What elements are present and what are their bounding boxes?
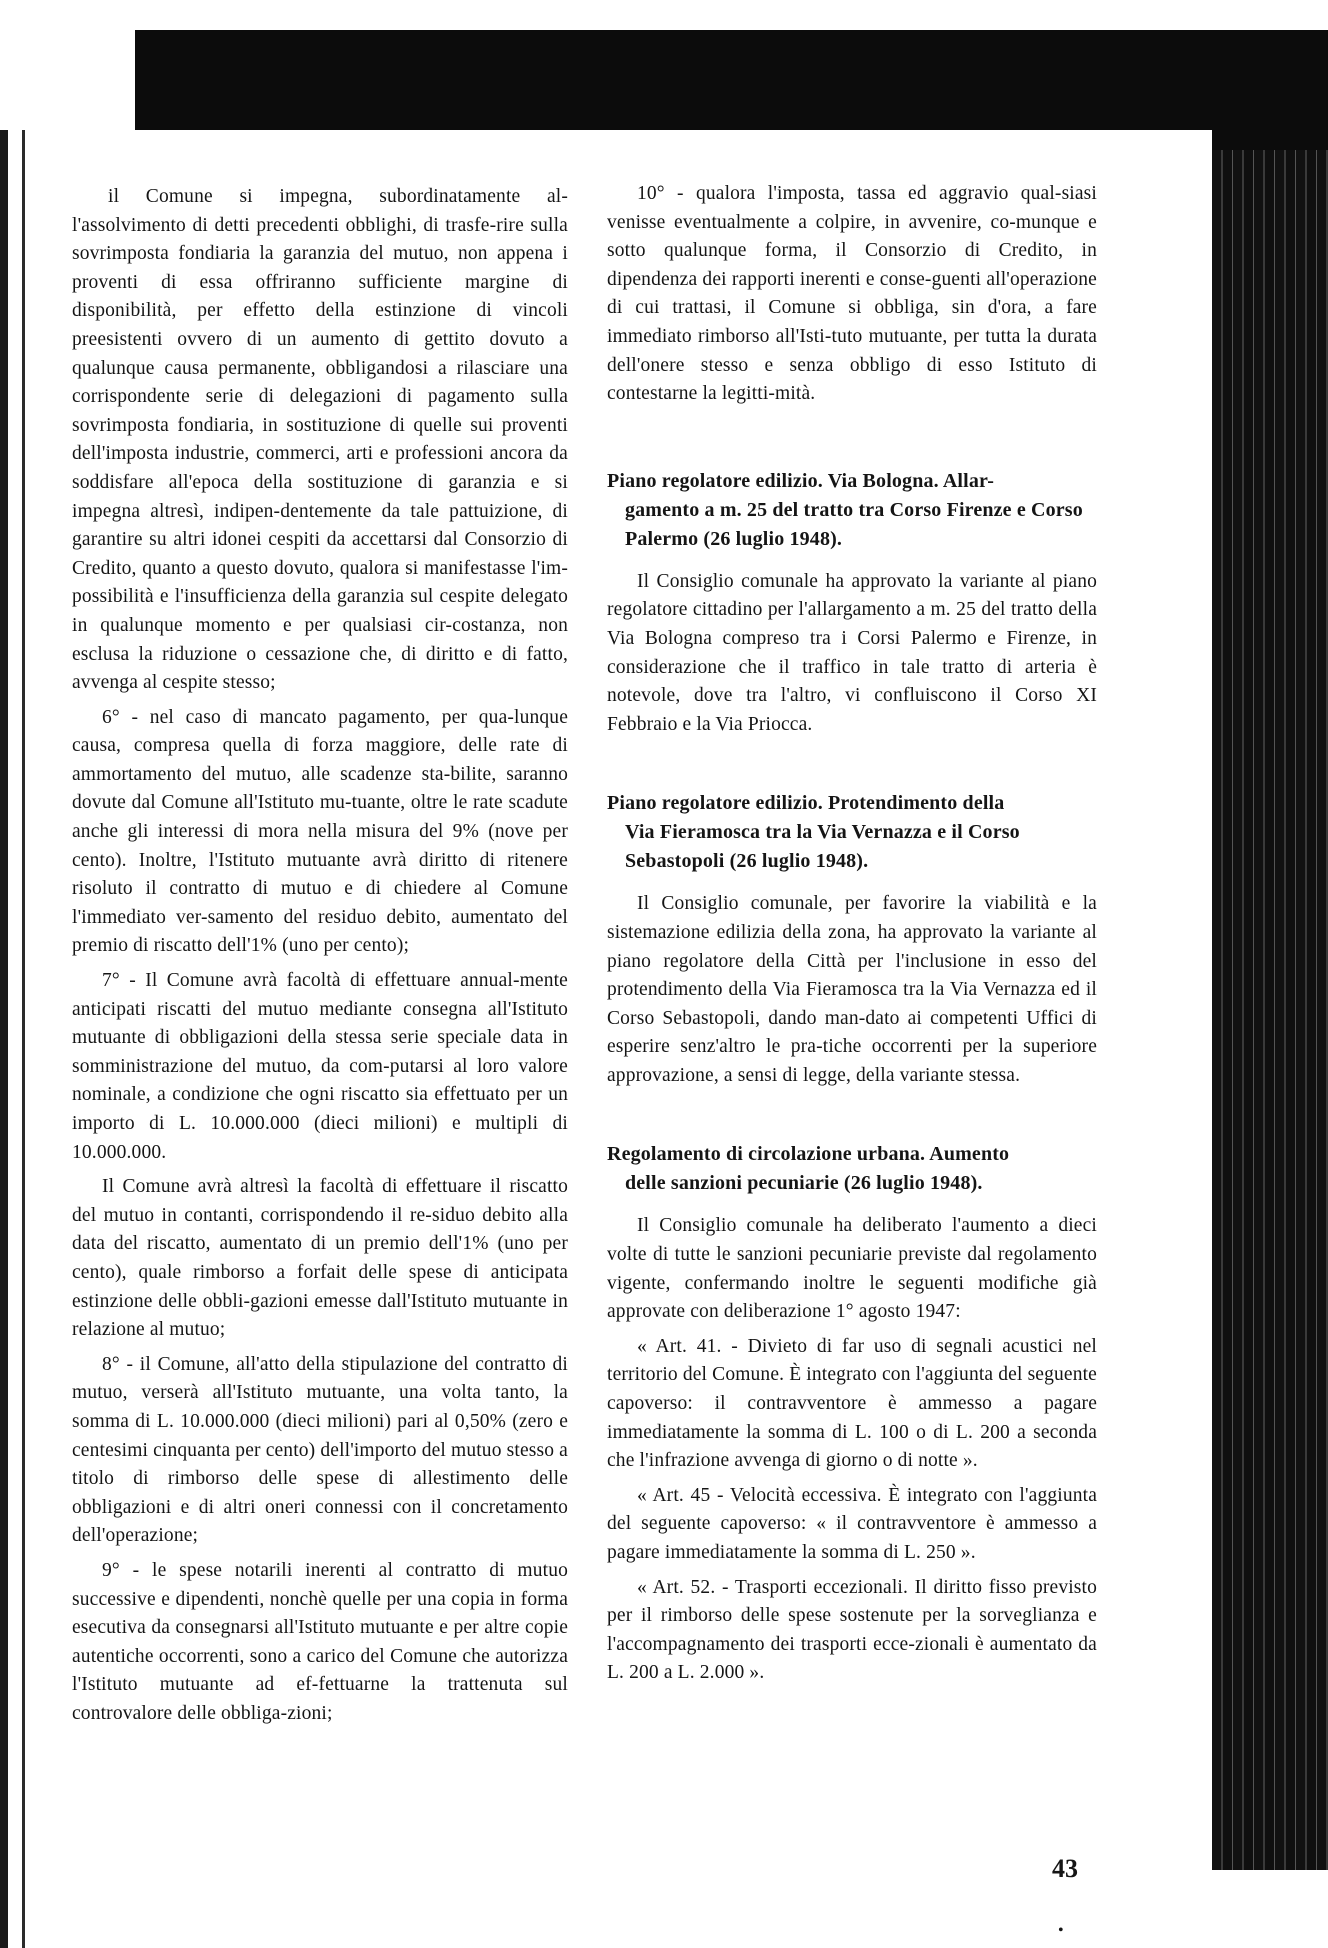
- paragraph: Il Consiglio comunale ha approvato la variante al piano regolatore cittadino per l'allargamento a m. 25 del tratto della Via Bologna compreso tra i Corsi Palermo e Firenze, in considerazione che il traffico in tale tratto di arteria è notevole, dove tra l'altro, vi confluiscono il Corso XI Febbraio e la Via Priocca.: [607, 570, 1097, 735]
- paragraph: 6° - nel caso di mancato pagamento, per qua-lunque causa, compresa quella di forza maggiore, delle rate di ammortamento del mutuo, alle scadenze sta-bilite, saranno dovute dal Comune all'Istituto mu-tuante, oltre le rate scadute anche gli interessi di mora nella misura del 9% (nove per cento). Inoltre, l'Istituto mutuante avrà diritto di ritenere risoluto il contratto di mutuo e di chiedere al Comune l'immediato ver-samento del residuo debito, aumentato del premio di riscatto dell'1% (uno per cento);: [72, 706, 568, 957]
- paragraph: 8° - il Comune, all'atto della stipulazione del contratto di mutuo, verserà all'Istituto mutuante, una volta tanto, la somma di L. 10.000.000 (dieci milioni) pari al 0,50% (zero e centesimi cinquanta per cento) dell'importo del mutuo stesso a titolo di rimborso delle spese di allestimento delle obbligazioni e di altri oneri connessi con il concretamento dell'operazione;: [72, 1353, 568, 1547]
- book-page-edges: [1212, 150, 1328, 1870]
- paragraph: « Art. 52. - Trasporti eccezionali. Il diritto fisso previsto per il rimborso delle spese sostenute per la sorveglianza e l'accompagnamento dei trasporti ecce-zionali è aumentato da L. 200 a L. 2.000 ».: [607, 1576, 1097, 1684]
- paragraph: Il Comune avrà altresì la facoltà di effettuare il riscatto del mutuo in contanti, corrispondendo il re-siduo debito alla data del riscatto, aumentato di un premio dell'1% (uno per cento), quale rimborso a forfait delle spese di anticipata estinzione delle obbli-gazioni emesse dall'Istituto mutuante in relazione al mutuo;: [72, 1176, 568, 1341]
- paragraph: il Comune si impegna, subordinatamente al-l'assolvimento di detti precedenti obblighi, di trasfe-rire sulla sovrimposta fondiaria la garanzia del mutuo, non appena i proventi di essa offriranno sufficiente margine di disponibilità, per effetto della estinzione di vincoli preesistenti ovvero di un aumento di gettito dovuto a qualunque causa permanente, obbligandosi a rilasciare una corrispondente serie di delegazioni di pagamento sulla sovrimposta fondiaria, in sostituzione di quelle sui proventi dell'imposta industrie, commerci, arti e professioni ancora da soddisfare all'epoca della sostituzione di garanzia e si impegna altresì, indipen-dentemente da tale pattuizione, di garantire su altri idonei cespiti da accettarsi dal Consorzio di Credito, quanto a questo dovuto, qualora si manifestasse l'im-possibilità e l'insufficienza della garanzia sul cespite delegato in qualunque momento e per qualsiasi cir-costanza, non esclusa la riduzione o cessazione che, di diritto e di fatto, avvenga al cespite stesso;: [72, 186, 568, 694]
- section-heading: Piano regolatore edilizio. Via Bologna. Allar- gamento a m. 25 del tratto tra Corso Firenze e Corso Palermo (26 luglio 1948).: [607, 469, 1083, 550]
- bottom-mark: •: [1058, 1922, 1064, 1939]
- scan-binding-edge: [0, 130, 36, 1948]
- paragraph: 9° - le spese notarili inerenti al contratto di mutuo successive e dipendenti, nonchè quelle per una copia in forma esecutiva da consegnarsi all'Istituto mutuante e per altre copie autentiche occorrenti, sono a carico del Comune che autorizza l'Istituto mutuante ad ef-fettuarne la trattenuta sul controvalore delle obbliga-zioni;: [72, 1559, 568, 1724]
- section-heading: Piano regolatore edilizio. Protendimento della Via Fieramosca tra la Via Vernazza e il Corso Sebastopoli (26 luglio 1948).: [607, 792, 1020, 873]
- left-column: [72, 183, 568, 1734]
- paragraph: 7° - Il Comune avrà facoltà di effettuare annual-mente anticipati riscatti del mutuo mediante consegna all'Istituto mutuante di obbligazioni della stessa serie speciale data in somministrazione del mutuo, da com-putarsi al loro valore nominale, a condizione che ogni riscatto sia effettuato per un importo di L. 10.000.000 (dieci milioni) e multipli di 10.000.000.: [72, 970, 568, 1163]
- paragraph: « Art. 45 - Velocità eccessiva. È integrato con l'aggiunta del seguente capoverso: « il contravventore è ammesso a pagare immediatamente la somma di L. 250 ».: [607, 1484, 1097, 1563]
- paragraph: Il Consiglio comunale ha deliberato l'aumento a dieci volte di tutte le sanzioni pecuniarie previste dal regolamento vigente, confermando inoltre le seguenti modifiche già approvate con deliberazione 1° agosto 1947:: [607, 1215, 1097, 1323]
- paragraph: 10° - qualora l'imposta, tassa ed aggravio qual-siasi venisse eventualmente a colpire, in avvenire, co-munque e sotto qualunque forma, il Consorzio di Credito, in dipendenza dei rapporti inerenti e conse-guenti all'operazione di cui trattasi, il Comune si obbliga, sin d'ora, a fare immediato rimborso all'Isti-tuto mutuante, per tutta la durata dell'onere stesso e senza obbligo di esso Istituto di contestarne la legitti-mità.: [607, 183, 1097, 405]
- paragraph: « Art. 41. - Divieto di far uso di segnali acustici nel territorio del Comune. È integrato con l'aggiunta del seguente capoverso: il contravventore è ammesso a pagare immediatamente la somma di L. 100 o di L. 200 a seconda che l'infrazione avvenga di giorno o di notte ».: [607, 1335, 1097, 1472]
- paragraph: Il Consiglio comunale, per favorire la viabilità e la sistemazione edilizia della zona, ha approvato la variante al piano regolatore della Città per l'inclusione in esso del protendimento della Via Fieramosca tra la Via Vernazza ed il Corso Sebastopoli, dando man-dato ai competenti Uffici di esperire senz'altro le pra-tiche occorrenti per la superiore approvazione, a sensi di legge, della variante stessa.: [607, 893, 1097, 1086]
- section-heading: Regolamento di circolazione urbana. Aumento delle sanzioni pecuniarie (26 luglio 1948).: [607, 1143, 1010, 1195]
- page-number: 43: [1052, 1854, 1078, 1883]
- right-column: [607, 180, 1097, 1694]
